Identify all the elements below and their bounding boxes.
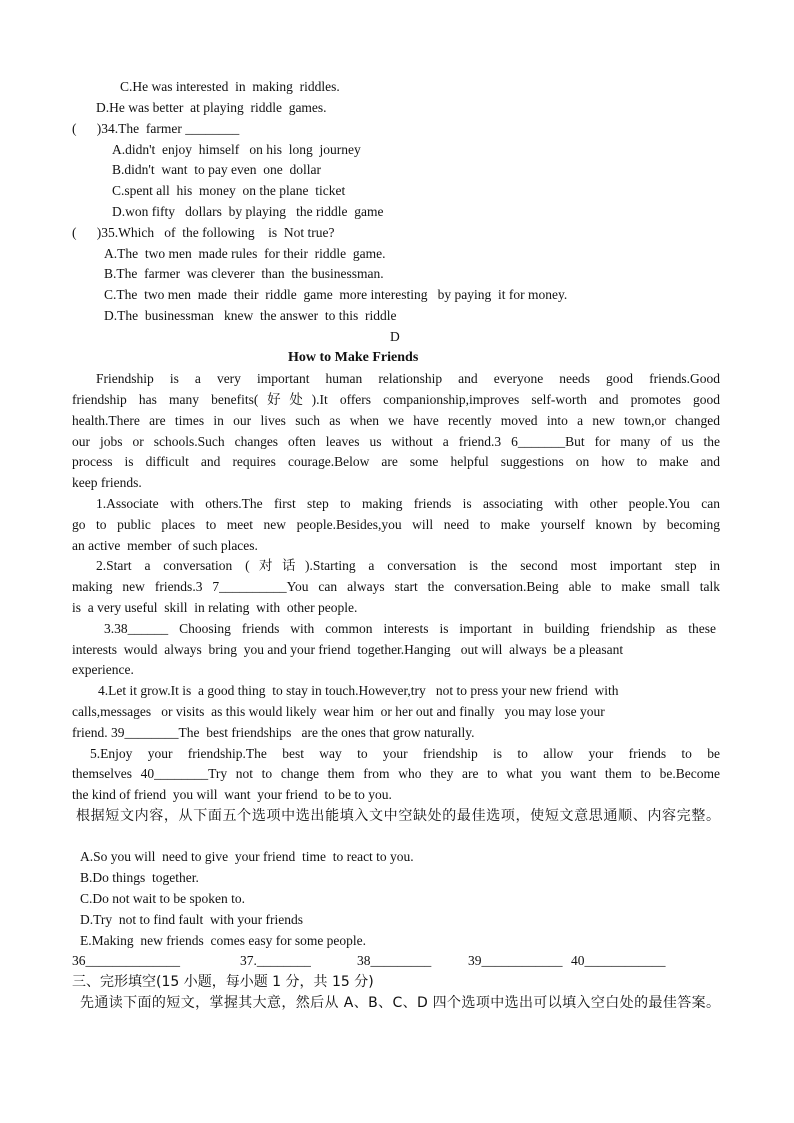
section3-instructions: 先通读下面的短文，掌握其大意，然后从 A、B、C、D 四个选项中选出可以填入空白处的最佳答案。 [80,995,720,1011]
option-b: B.Do things together. [80,870,199,885]
section-letter: D [390,329,400,344]
answer-blank-39[interactable]: 39____________ [468,953,563,968]
answer-blank-38[interactable]: 38_________ [357,953,432,968]
q34-option-c: C.spent all his money on the plane ticket [112,183,346,198]
passage-line: process is difficult and requires courage.Below are some helpful suggestions on how to make and [72,454,720,469]
q35-option-d: D.The businessman knew the answer to this riddle [104,308,397,323]
passage-line: friend. 39________The best friendships are the ones that grow naturally. [72,725,475,740]
option-d: D.Try not to find fault with your friends [80,912,303,927]
answer-blank-36[interactable]: 36______________ [72,953,180,968]
passage-line: interests would always bring you and your friend together.Hanging out will always be a pleasant [72,642,624,657]
q35-stem: ( )35.Which of the following is Not true? [72,225,335,240]
passage-line: friendship has many benefits(好处).It offers companionship,improves self-worth and promotes good [72,392,720,407]
q34-option-a: A.didn't enjoy himself on his long journey [112,142,361,157]
passage-line: the kind of friend you will want your friend to be to you. [72,787,392,802]
q35-option-b: B.The farmer was cleverer than the businessman. [104,266,384,281]
q35-option-a: A.The two men made rules for their riddle game. [104,246,386,261]
passage-line: calls,messages or visits as this would likely wear him or her out and finally you may lose your [72,704,605,719]
q34-option-d: D.won fifty dollars by playing the riddle game [112,204,384,219]
passage-line: themselves 40________Try not to change them from who they are to what you want them to be.Become [72,766,720,781]
q33-option-d: D.He was better at playing riddle games. [96,100,327,115]
passage-line: 5.Enjoy your friendship.The best way to your friendship is to allow your friends to be [90,746,720,761]
option-c: C.Do not wait to be spoken to. [80,891,245,906]
passage-line: 4.Let it grow.It is a good thing to stay in touch.However,try not to press your new friend with [98,683,619,698]
passage-line: health.There are times in our lives such as when we have recently moved into a new town,or changed [72,413,720,428]
passage-line: making new friends.3 7__________You can always start the conversation.Being able to make small talk [72,579,720,594]
passage-line: go to public places to meet new people.Besides,you will need to make yourself known by becoming [72,517,720,532]
answer-blank-37[interactable]: 37.________ [240,953,311,968]
option-a: A.So you will need to give your friend time to react to you. [80,849,414,864]
passage-line: is a very useful skill in relating with other people. [72,600,358,615]
q34-stem: ( )34.The farmer ________ [72,121,240,136]
answer-blank-40[interactable]: 40____________ [571,953,666,968]
option-e: E.Making new friends comes easy for some people. [80,933,367,948]
passage-line: Friendship is a very important human relationship and everyone needs good friends.Good [96,371,720,386]
passage-line: 2.Start a conversation (对话).Starting a conversation is the second most important step in [96,558,720,573]
passage-line: our jobs or schools.Such changes often leaves us without a friend.3 6_______But for many of us the [72,434,720,449]
passage-line: an active member of such places. [72,538,258,553]
q34-option-b: B.didn't want to pay even one dollar [112,162,322,177]
q35-option-c: C.The two men made their riddle game more interesting by paying it for money. [104,287,568,302]
passage-title: How to Make Friends [288,350,419,365]
section3-heading: 三、完形填空(15 小题，每小题 1 分，共 15 分) [72,974,374,990]
passage-line: keep friends. [72,475,142,490]
passage-line: 1.Associate with others.The first step to making friends is associating with other people.You can [96,496,720,511]
passage-line: 3.38______ Choosing friends with common interests is important in building friendship as these [104,621,716,636]
instructions: 根据短文内容，从下面五个选项中选出能填入文中空缺处的最佳选项，使短文意思通顺、内容完整。 [76,808,720,824]
passage-line: experience. [72,662,134,677]
q33-option-c: C.He was interested in making riddles. [120,79,340,94]
